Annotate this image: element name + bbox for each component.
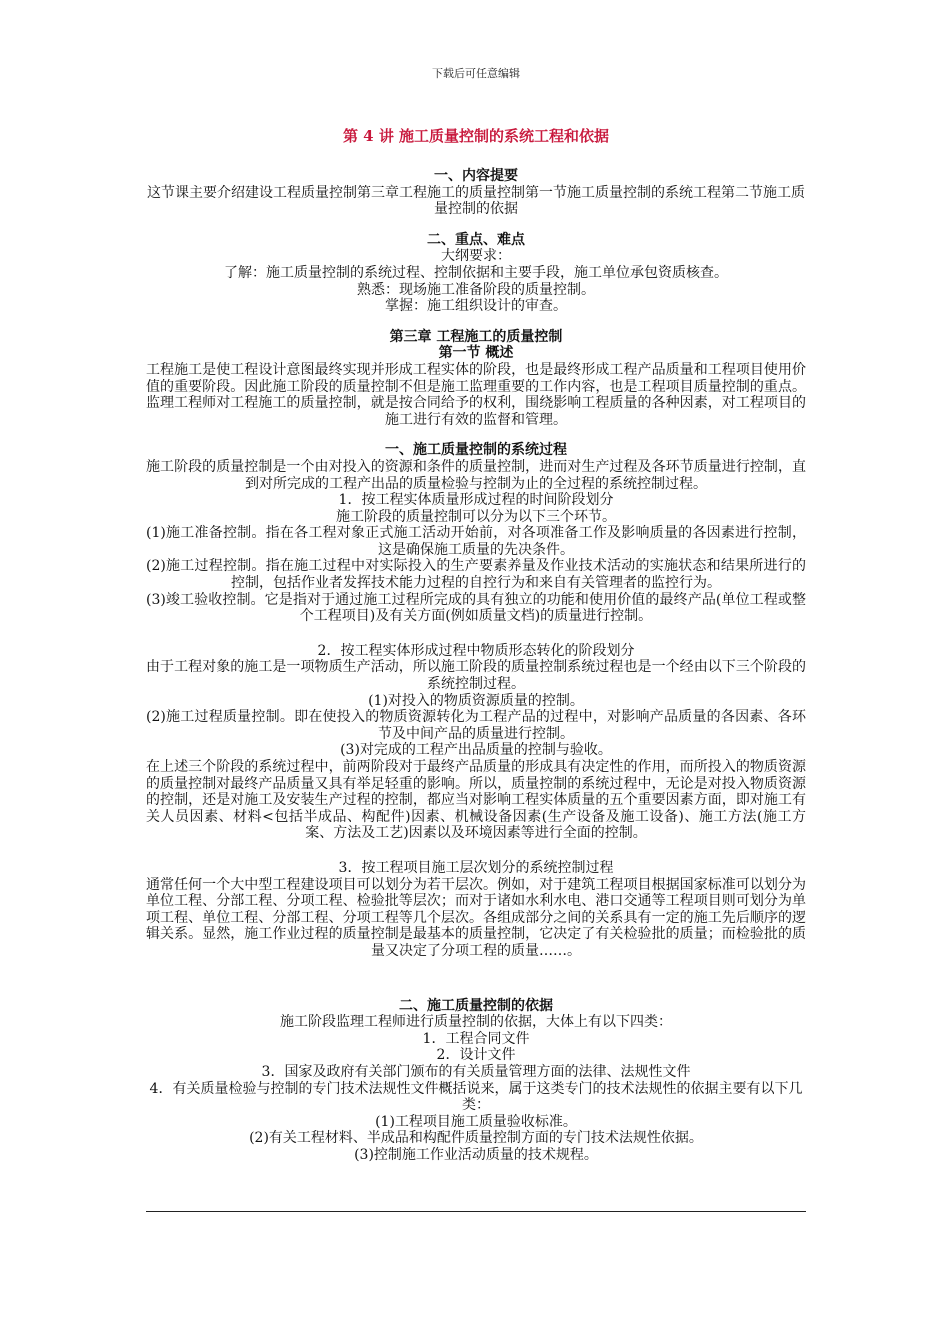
list-item: (2)施工过程控制。指在施工过程中对实际投入的生产要素养量及作业技术活动的实施状态和结果所进行的控制，包括作业者发挥技术能力过程的自控行为和来自有关管理者的监控行为。 [146, 558, 806, 592]
document-body [146, 168, 806, 1163]
part1-heading: 一、施工质量控制的系统过程 [385, 442, 567, 459]
list-item: (3)对完成的工程产出品质量的控制与验收。 [340, 742, 612, 759]
part1-sub1-lead: 施工阶段的质量控制可以分为以下三个环节。 [336, 508, 616, 525]
chapter-intro: 工程施工是使工程设计意图最终实现并形成工程实体的阶段，也是最终形成工程产品质量和工程项目使用价值的重要阶段。因此施工阶段的质量控制不但是施工监理重要的工作内容，也是工程项目质量控制的重点。监理工程师对工程施工的质量控制，就是按合同给予的权利，围绕影响工程质量的各种因素，对工程项目的施工进行有效的监督和管理。 [146, 361, 806, 428]
part1-sub2-lead: 由于工程对象的施工是一项物质生产活动，所以施工阶段的质量控制系统过程也是一个经由以下三个阶段的系统控制过程。 [146, 659, 806, 693]
list-item: 3．国家及政府有关部门颁布的有关质量管理方面的法律、法规性文件 [261, 1063, 691, 1080]
part2-heading: 二、施工质量控制的依据 [399, 997, 553, 1014]
bottom-rule [146, 1211, 806, 1212]
part2-lead: 施工阶段监理工程师进行质量控制的依据，大体上有以下四类： [280, 1014, 672, 1031]
part1-sub1-title: 1．按工程实体质量形成过程的时间阶段划分 [338, 492, 614, 509]
part1-sub2-summary: 在上述三个阶段的系统过程中，前两阶段对于最终产品质量的形成具有决定性的作用，而所投入的物质资源的质量控制对最终产品质量又具有举足轻重的影响。所以，质量控制的系统过程中，无论是对投入物质资源的控制，还是对施工及安装生产过程的控制，都应当对影响工程实体质量的五个重要因素方面，即对施工有关人员因素、材料<包括半成品、构配件)因素、机械设备因素(生产设备及施工设备)、施工方法(施工方案、方法及工艺)因素以及环境因素等进行全面的控制。 [146, 759, 806, 842]
list-item: (1)施工准备控制。指在各工程对象正式施工活动开始前，对各项准备工作及影响质量的各因素进行控制，这是确保施工质量的先决条件。 [146, 525, 806, 558]
list-item: (1)工程项目施工质量验收标准。 [375, 1113, 577, 1130]
list-item: (2)施工过程质量控制。即在使投入的物质资源转化为工程产品的过程中，对影响产品质量的各因素、各环节及中间产品的质量进行控制。 [146, 709, 806, 742]
lecture-title: 第 4 讲 施工质量控制的系统工程和依据 [342, 127, 610, 145]
list-item: 4．有关质量检验与控制的专门技术法规性文件概括说来，属于这类专门的技术法规性的依据主要有以下几类： [149, 1080, 803, 1114]
part1-sub3-text: 通常任何一个大中型工程建设项目可以划分为若干层次。例如，对于建筑工程项目根据国家标准可以划分为单位工程、分部工程、分项工程、检验批等层次；而对于诸如水利水电、港口交通等工程项目则可划分为单项工程、单位工程、分部工程、分项工程等几个层次。各组成部分之间的关系具有一定的施工先后顺序的逻辑关系。显然，施工作业过程的质量控制是最基本的质量控制，它决定了有关检验批的质量；而检验批的质量又决定了分项工程的质量……。 [146, 876, 806, 959]
syllabus-line: 大纲要求： [441, 248, 511, 265]
syllabus-line: 掌握：施工组织设计的审查。 [385, 298, 567, 315]
page-header: 下载后可任意编辑 [432, 67, 520, 80]
section-heading-key-points: 二、重点、难点 [427, 231, 525, 248]
list-item: (3)控制施工作业活动质量的技术规程。 [354, 1146, 598, 1163]
section-heading-summary: 一、内容提要 [434, 168, 518, 184]
list-item: (2)有关工程材料、半成品和构配件质量控制方面的专门技术法规性依据。 [249, 1130, 703, 1147]
syllabus-line: 熟悉：现场施工准备阶段的质量控制。 [357, 281, 595, 298]
list-item: (1)对投入的物质资源质量的控制。 [368, 692, 584, 709]
part1-sub3-title: 3．按工程项目施工层次划分的系统控制过程 [338, 859, 614, 876]
summary-text: 这节课主要介绍建设工程质量控制第三章工程施工的质量控制第一节施工质量控制的系统工程第二节施工质量控制的依据 [147, 184, 805, 218]
list-item: 1．工程合同文件 [422, 1030, 530, 1047]
syllabus-line: 了解：施工质量控制的系统过程、控制依据和主要手段，施工单位承包资质核查。 [224, 264, 728, 281]
list-item: 2．设计文件 [436, 1047, 516, 1064]
part1-sub2-title: 2．按工程实体形成过程中物质形态转化的阶段划分 [317, 642, 635, 659]
part1-intro: 施工阶段的质量控制是一个由对投入的资源和条件的质量控制，进而对生产过程及各环节质量进行控制，直到对所完成的工程产出品的质量检验与控制为止的全过程的系统控制过程。 [146, 458, 806, 492]
list-item: (3)竣工验收控制。它是指对于通过施工过程所完成的具有独立的功能和使用价值的最终产品(单位工程或整个工程项目)及有关方面(例如质量文档)的质量进行控制。 [146, 591, 806, 625]
section-title: 第一节 概述 [438, 345, 514, 362]
chapter-title: 第三章 工程施工的质量控制 [389, 328, 563, 345]
